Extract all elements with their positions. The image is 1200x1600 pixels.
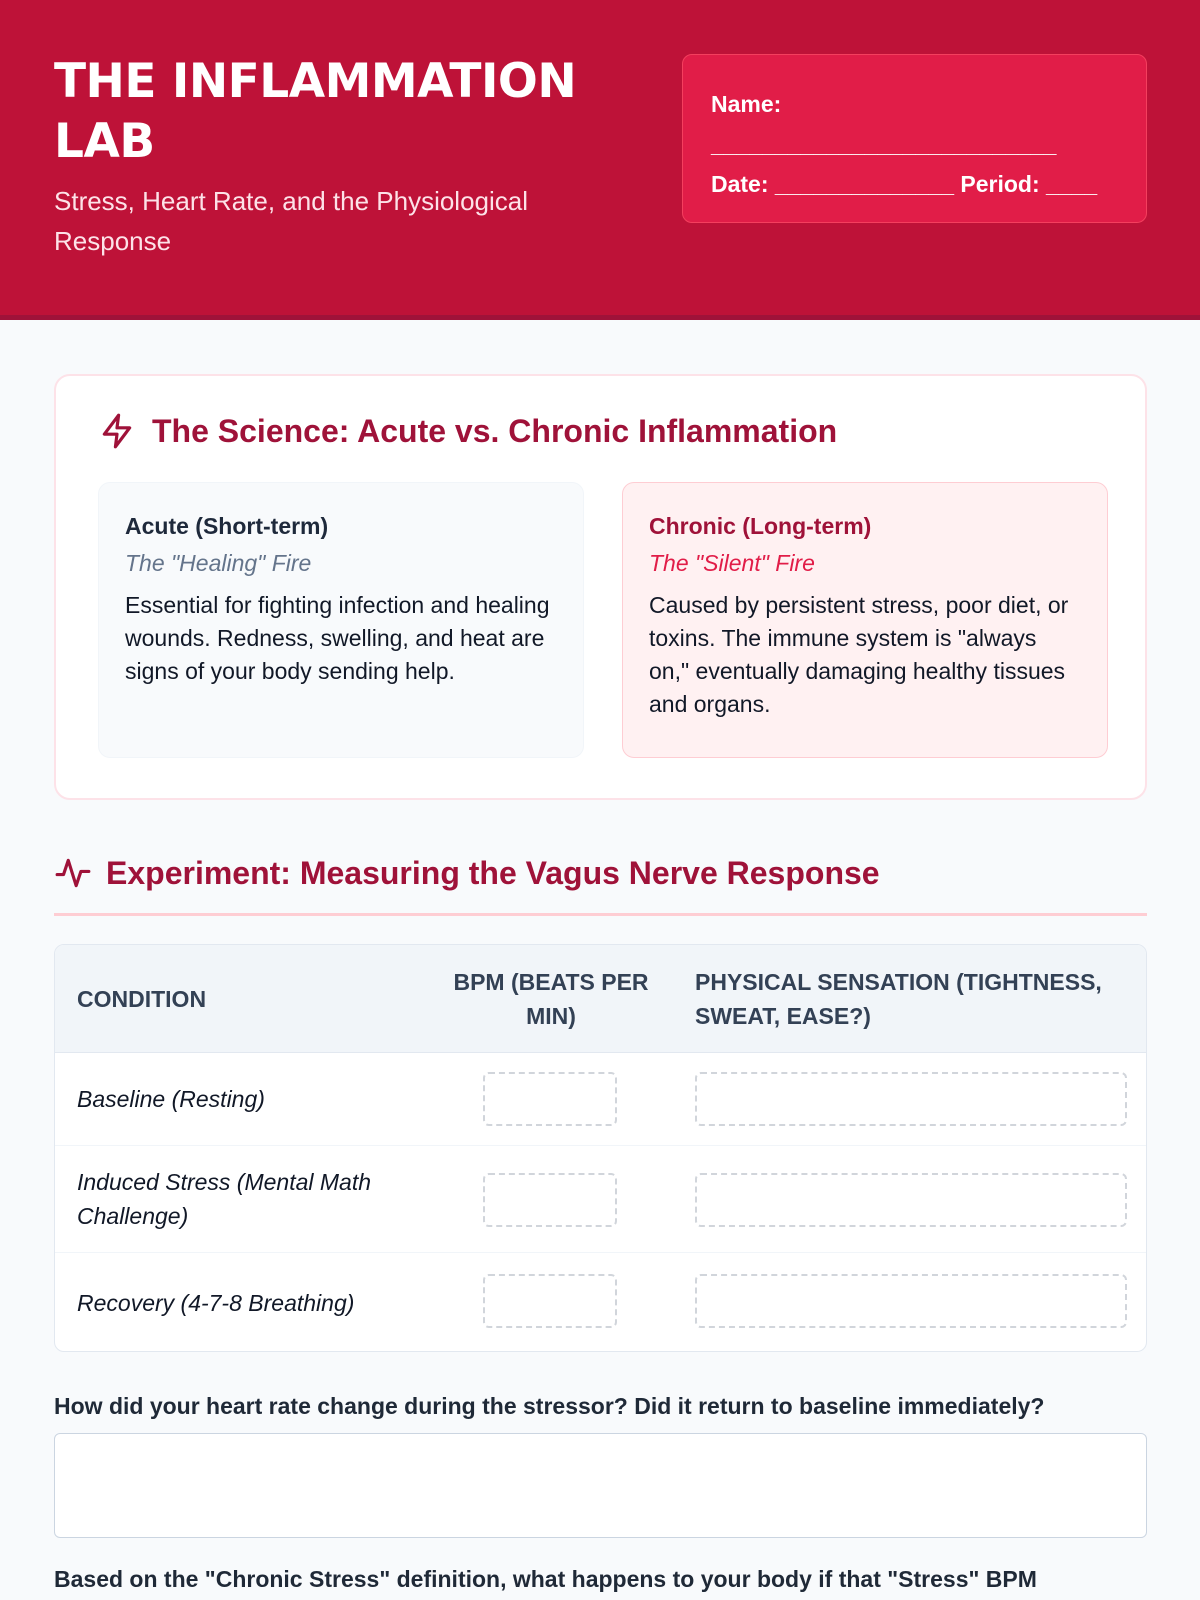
period-label: Period: [960,171,1040,197]
acute-heading: Acute (Short-term) [125,513,329,539]
sensation-input[interactable] [695,1274,1127,1328]
acute-subheading: The "Healing" Fire [125,550,312,576]
sensation-input[interactable] [695,1072,1127,1126]
period-field[interactable]: ____ [1046,171,1098,197]
sensation-input[interactable] [695,1173,1127,1227]
chronic-body: Caused by persistent stress, poor diet, or toxins. The immune system is "always on," eventually damaging healthy tissues and organs. [649,592,1069,717]
name-label: Name: [711,91,782,117]
page-subtitle: Stress, Heart Rate, and the Physiological Response [54,186,529,256]
science-title: The Science: Acute vs. Chronic Inflammation [152,412,838,449]
student-info-box [682,54,1147,223]
experiment-table [54,944,1147,1352]
chronic-heading: Chronic (Long-term) [649,513,872,539]
column-header-sensation: PHYSICAL SENSATION (TIGHTNESS, SWEAT, EASE?) [695,969,1102,1029]
table-row [55,1253,1147,1352]
chronic-box [622,482,1108,758]
bpm-input[interactable] [483,1173,617,1227]
column-header-condition: CONDITION [77,986,207,1012]
condition-cell: Induced Stress (Mental Math Challenge) [77,1169,372,1229]
name-field[interactable]: ___________________________ [711,131,1057,157]
bpm-input[interactable] [483,1072,617,1126]
pulse-icon [54,854,92,892]
date-period-row [711,161,1118,207]
chronic-subheading: The "Silent" Fire [649,550,815,576]
experiment-heading [54,854,880,892]
page-title: THE INFLAMMATION LAB [54,54,577,169]
experiment-title: Experiment: Measuring the Vagus Nerve Response [106,854,880,891]
date-label: Date: [711,171,769,197]
table-row [55,1053,1147,1146]
table-row [55,1146,1147,1253]
lightning-bolt-icon [98,412,136,450]
acute-body: Essential for fighting infection and healing wounds. Redness, swelling, and heat are signs of your body sending help. [125,592,550,684]
condition-cell: Baseline (Resting) [77,1086,265,1112]
acute-box [98,482,584,758]
section-divider [54,913,1147,916]
date-field[interactable]: ______________ [774,171,954,197]
bpm-input[interactable] [483,1274,617,1328]
question-1: How did your heart rate change during the stressor? Did it return to baseline immediately? [54,1393,1045,1419]
table-header [55,945,1147,1053]
column-header-bpm: BPM (BEATS PER MIN) [453,969,649,1029]
science-card [54,374,1147,800]
condition-cell: Recovery (4-7-8 Breathing) [77,1290,355,1316]
science-heading [98,412,837,450]
question-2: Based on the "Chronic Stress" definition, what happens to your body if that "Stress" BPM [54,1566,1037,1592]
page-header [0,0,1200,320]
answer-1-input[interactable] [54,1433,1147,1538]
